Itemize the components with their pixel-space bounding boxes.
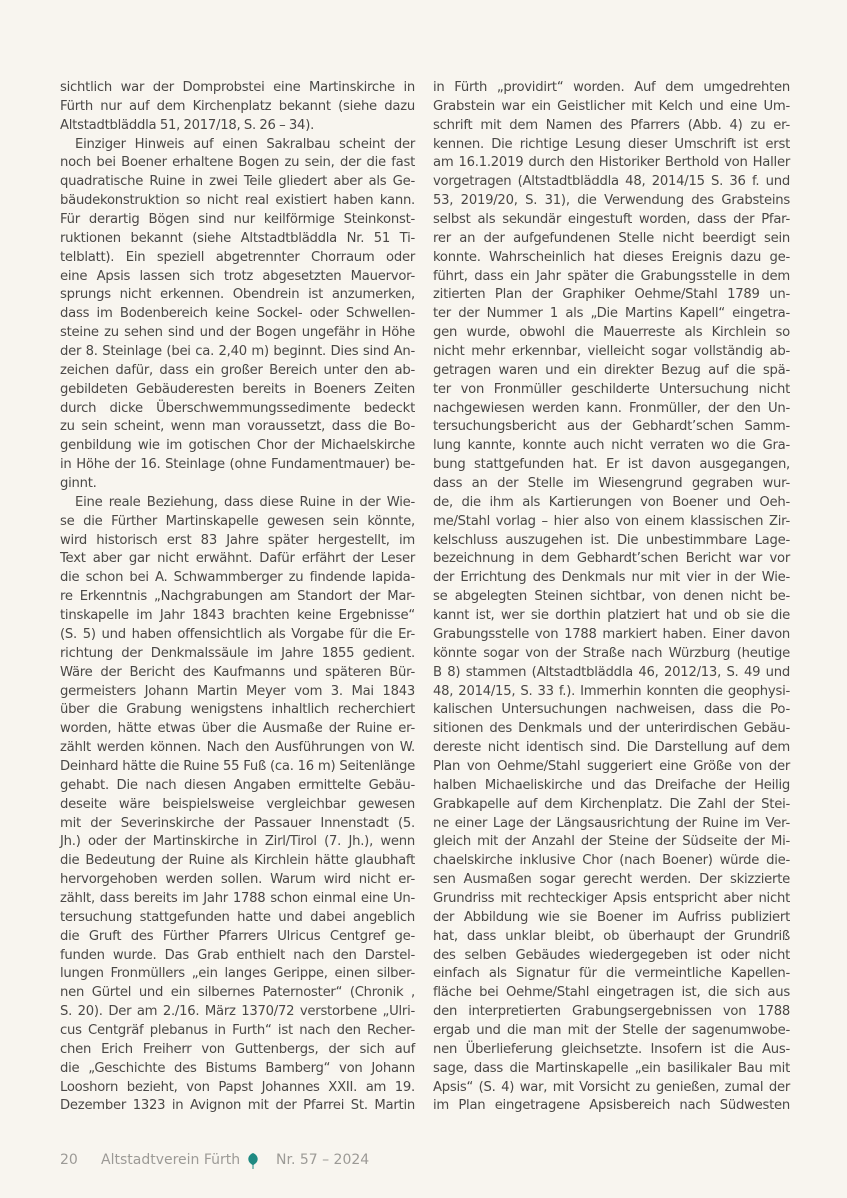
text-line: noch bei Boener erhaltene Bogen zu sein, der die fast [60,155,415,171]
text-line: gebildeten Gebäuderesten bereits in Boeners Zeiten [60,381,415,397]
text-line: ne einer Lage der Längsausrichtung der Ruine im Ver- [433,815,790,831]
text-line: se die Fürther Martinskapelle gewesen sein könnte, [60,513,415,529]
text-line: tersuchung stattgefunden hatte und dabei angeblich [60,909,415,925]
text-line: sage, dass die Martinskapelle „ein basilikaler Bau mit [433,1060,790,1076]
publication-name: Altstadtverein Fürth [101,1152,241,1168]
text-line: richtung der Denkmalssäule im Jahre 1855 gedient. [60,645,415,661]
text-line: schrift mit dem Namen des Pfarrers (Abb. 4) zu er- [433,117,790,133]
text-line: me/Stahl vorlag – hier also von einem klassischen Zir- [433,513,790,529]
text-line: gleich mit der Anzahl der Steine der Südseite der Mi- [433,834,790,850]
text-line: telblatt). Ein speziell abgetrennter Chorraum oder [60,249,415,265]
text-line: der 8. Steinlage (bei ca. 2,40 m) beginnt. Dies sind An- [60,344,415,360]
text-line: vorgetragen (Altstadtbläddla 48, 2014/15 S. 36 f. und [433,174,790,190]
text-line: re Erkenntnis „Nachgrabungen am Standort der Mar- [60,589,415,605]
text-line: 48, 2014/15, S. 33 f.). Immerhin konnten die geophysi- [433,683,790,699]
text-line: quadratische Ruine in zwei Teile gliedert aber als Ge- [60,174,415,190]
text-line: selbst als sekundär eingestuft worden, dass der Pfar- [433,212,790,228]
text-line: sitionen des Denkmals und der unterirdischen Gebäu- [433,721,790,737]
text-line: halben Michaeliskirche und das Dreifache der Heilig [433,777,790,793]
text-line: im Plan eingetragene Apsisbereich nach Südwesten [433,1098,790,1114]
text-line: dereste nicht identisch sind. Die Darstellung auf dem [433,740,790,756]
text-line: ginnt. [60,476,97,492]
text-line: einfach als Signatur für die vermeintliche Kapellen- [433,966,790,982]
text-line: nachgewiesen werden kann. Fronmüller, der den Un- [433,400,790,416]
text-line: kelschluss auszugehen ist. Die unbestimmbare Lage- [433,532,790,548]
text-line: der Abbildung wie sie Boener im Aufriss publiziert [433,909,790,925]
text-line: sen Ausmaßen sogar gerecht werden. Der skizzierte [433,872,790,888]
text-line: funden wurde. Das Grab enthielt nach den Darstel- [60,947,415,963]
text-line: eine Apsis lassen sich trotz abgesetzten Mauervor- [60,268,415,284]
text-line: cus Centgräf plebanus in Furth“ ist nach den Recher- [60,1022,415,1038]
leaf-icon [246,1153,260,1169]
text-line: über die Grabung wenigstens inhaltlich recherchiert [60,702,415,718]
text-line: 53, 2019/20, S. 31), die Verwendung des Grabsteins [433,193,790,209]
text-line: Deinhard hätte die Ruine 55 Fuß (ca. 16 m) Seitenlänge [60,758,415,774]
text-line: nen Überlieferung gleichsetzte. Insofern ist die Aus- [433,1041,790,1057]
text-line: se abgelegten Steinen sichtbar, von denen nicht be- [433,589,790,605]
text-line: dass im Bodenbereich keine Sockel- oder Schwellen- [60,306,415,322]
text-line: sprungs nicht erkennen. Obendrein ist anzumerken, [60,287,415,303]
text-line: Grabkapelle auf dem Kirchenplatz. Die Zahl der Stei- [433,796,790,812]
text-line: mit der Severinskirche der Passauer Innenstadt (5. [60,815,415,831]
text-line: getragen waren und ein direkter Bezug auf die spä- [433,362,790,378]
text-line: gen wurde, obwohl die Mauerreste als Kirchlein so [433,325,790,341]
issue-number: Nr. 57 – 2024 [276,1152,370,1168]
text-line: lung kannte, konnte auch nicht verraten wo die Gra- [433,438,790,454]
text-line: des selben Gebäudes wiedergegeben ist oder nicht [433,947,790,963]
text-line: Für derartig Bögen sind nur keilförmige Steinkonst- [60,212,415,228]
text-line: in Fürth „providirt“ worden. Auf dem umgedrehten [433,80,790,95]
text-line: fläche bei Oehme/Stahl eingetragen ist, die sich aus [433,985,790,1001]
text-line: Grabstein war ein Geistlicher mit Kelch und eine Um- [433,98,790,114]
text-line: der Errichtung des Denkmals nur mit vier in der Wie- [433,570,790,586]
text-line: nen Gürtel und ein silbernes Paternoster“ (Chronik , [60,985,415,1001]
text-line: Wäre der Bericht des Kaufmanns und späteren Bür- [60,664,415,680]
text-line: Dezember 1323 in Avignon mit der Pfarrei St. Martin [60,1098,415,1114]
text-line: tinskapelle im Jahr 1843 brachten keine Ergebnisse“ [60,608,415,624]
text-line: ter der Nummer 1 als „Die Martins Kapell“ eingetra- [433,306,790,322]
text-line: gehabt. Die nach diesen Angaben ermittelte Gebäu- [60,777,415,793]
text-line: lungen Fronmüllers „ein langes Gerippe, einen silber- [60,966,415,982]
text-line: deseite wäre beispielsweise vergleichbar gewesen [60,796,415,812]
page-number: 20 [60,1152,78,1168]
text-line: die Gruft des Fürther Pfarrers Ulricus Centgref ge- [60,928,415,944]
text-line: Fürth nur auf dem Kirchenplatz bekannt (siehe dazu [60,98,415,114]
text-line: ergab und die man mit der Stelle der sagenumwobe- [433,1022,790,1038]
text-line: (S. 5) und haben offensichtlich als Vorgabe für die Er- [60,626,415,642]
text-line: dass an der Stelle im Wiesengrund gegraben wur- [433,476,790,492]
text-line: Einziger Hinweis auf einen Sakralbau scheint der [75,136,415,152]
text-line: zitierten Plan der Graphiker Oehme/Stahl 1789 un- [433,287,790,303]
text-line: Eine reale Beziehung, dass diese Ruine in der Wie- [75,494,415,510]
text-line: zählt, dass bereits im Jahr 1788 schon einmal eine Un- [60,890,415,906]
text-line: zu sein scheint, wenn man voraussetzt, dass die Bo- [60,419,415,435]
text-line: kennen. Die richtige Lesung dieser Umschrift ist erst [433,136,790,152]
text-line: die Bedeutung der Ruine als Kirchlein hätte glaubhaft [60,853,415,869]
text-line: bung stattgefunden hat. Er ist davon ausgegangen, [433,457,790,473]
text-line: durch dicke Überschwemmungssedimente bedeckt [60,400,415,416]
text-line: sichtlich war der Domprobstei eine Martinskirche in [60,80,415,95]
text-line: germeisters Johann Martin Meyer vom 3. Mai 1843 [60,683,415,699]
text-line: kannt ist, wer sie dorthin platziert hat und ob sie die [433,608,790,624]
text-line: Text aber gar nicht erwähnt. Dafür erfährt der Leser [60,551,415,567]
text-line: ter von Fronmüller geschilderte Untersuchung nicht [433,381,790,397]
text-line: Grabungsstelle von 1788 markiert haben. Einer davon [433,626,790,642]
text-line: Grundriss mit rechteckiger Apsis entspricht aber nicht [433,890,790,906]
text-line: die schon bei A. Schwammberger zu findende lapida- [60,570,415,586]
text-line: ruktionen bekannt (siehe Altstadtbläddla Nr. 51 Ti- [60,230,415,246]
text-line: hat, dass unklar bleibt, ob überhaupt der Grundriß [433,928,790,944]
text-line: steine zu sehen sind und der Bogen ungefähr in Höhe [60,325,415,341]
text-line: führt, dass ein Jahr später die Grabungsstelle in dem [433,268,790,284]
text-line: kalischen Untersuchungen nachweisen, dass die Po- [433,702,790,718]
text-line: bäudekonstruktion so nicht real existiert haben kann. [60,193,415,209]
text-line: zeichen dafür, dass ein großer Bereich unter den ab- [60,362,415,378]
text-line: S. 20). Der am 2./16. März 1370/72 verstorbene „Ulri- [60,1004,415,1020]
text-line: Apsis“ (S. 4) war, mit Vorsicht zu genießen, zumal der [433,1079,790,1095]
text-line: die „Geschichte des Bistums Bamberg“ von Johann [60,1060,415,1076]
text-line: bezeichnung in dem Gebhardt’schen Bericht war vor [433,551,790,567]
text-line: B 8) stammen (Altstadtbläddla 46, 2012/13, S. 49 und [433,664,790,680]
text-line: Plan von Oehme/Stahl suggeriert eine Größe von der [433,758,790,774]
text-line: worden, hätte etwas über die Ausmaße der Ruine er- [60,721,415,737]
text-line: genbildung wie im gotischen Chor der Michaelskirche [60,438,415,454]
text-line: Looshorn bezieht, von Papst Johannes XXII. am 19. [60,1079,415,1095]
text-line: wird historisch erst 83 Jahre später hergestellt, im [60,532,415,548]
text-line: Jh.) oder der Martinskirche in Zirl/Tirol (7. Jh.), wenn [60,834,415,850]
text-line: Altstadtbläddla 51, 2017/18, S. 26 – 34). [60,117,315,133]
text-line: in Höhe der 16. Steinlage (ohne Fundamentmauer) be- [60,457,415,473]
text-line: könnte sogar von der Straße nach Würzburg (heutige [433,645,790,661]
text-line: am 16.1.2019 durch den Historiker Berthold von Haller [433,155,790,171]
text-column-left [60,79,415,1116]
text-line: tersuchungsbericht aus der Gebhardt’schen Samm- [433,419,790,435]
text-line: chen Erich Freiherr von Guttenbergs, der sich auf [60,1041,415,1057]
text-line: chaelskirche inklusive Chor (nach Boener) würde die- [433,853,790,869]
text-line: zählt werden können. Nach den Ausführungen von W. [60,740,415,756]
text-line: nicht mehr erkennbar, vielleicht sogar vollständig ab- [433,344,790,360]
text-line: de, die ihm als Kartierungen von Boener und Oeh- [433,494,790,510]
text-line: konnte. Wahrscheinlich hat dieses Ereignis dazu ge- [433,249,790,265]
text-line: den interpretierten Grabungsergebnissen von 1788 [433,1004,790,1020]
text-line: hervorgehoben werden sollen. Warum wird nicht er- [60,872,415,888]
text-line: rer an der aufgefundenen Stelle nicht beerdigt sein [433,230,790,246]
text-column-right [433,79,790,1116]
